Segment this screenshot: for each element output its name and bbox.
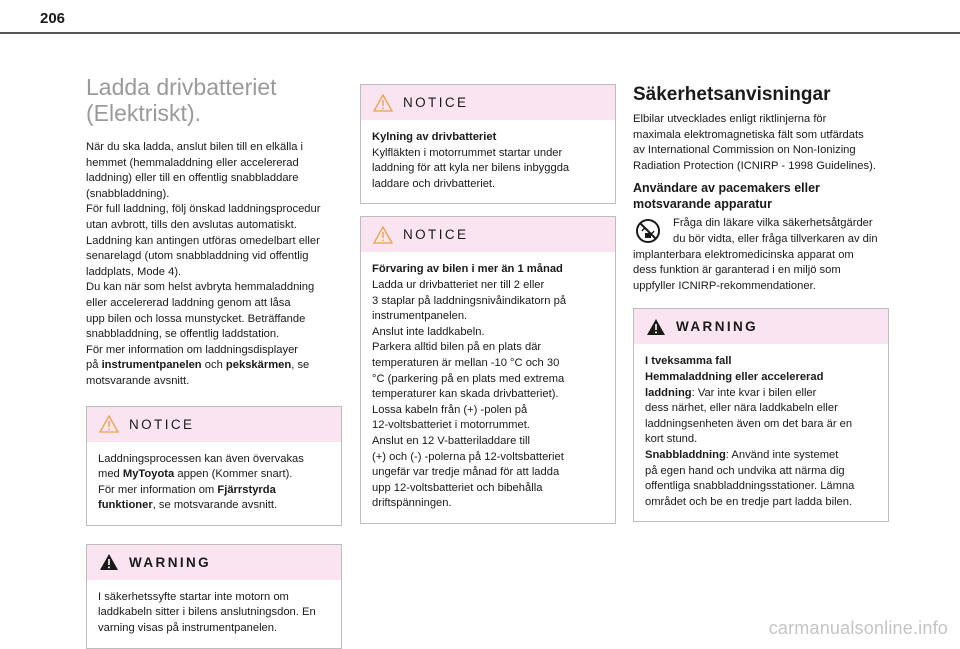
notice-box-storage [360, 216, 616, 524]
text-line: dess närhet, eller nära laddkabeln eller [645, 402, 838, 415]
text-line: laddning: Var inte kvar i bilen eller [645, 386, 817, 399]
text-line: uppfyller ICNIRP-rekommendationer. [633, 279, 816, 292]
text-line: ungefär var tredje månad för att ladda [372, 466, 560, 479]
text-line: implanterbara elektromedicinska apparat om [633, 248, 854, 261]
caution-triangle-icon [373, 226, 393, 244]
text-line: laddplats, Mode 4). [86, 265, 182, 278]
notice-heading: Förvaring av bilen i mer än 1 månad [372, 263, 563, 276]
text-line: I tveksamma fall [645, 355, 732, 368]
text-line: upp 12-voltsbatteriet och bibehålla [372, 481, 543, 494]
text-line: När du ska ladda, anslut bilen till en elkälla i [86, 141, 304, 153]
text-line: 12-voltsbatteriet i motorrummet. [372, 419, 530, 432]
text-line: driftspänningen. [372, 497, 452, 510]
warning-header [87, 545, 341, 580]
notice-body [87, 442, 341, 525]
text-line: instrumentpanelen. [372, 310, 468, 323]
text-line: utan avbrott, tills den avslutas automatiskt. [86, 218, 297, 231]
column-notices [360, 84, 616, 524]
caution-triangle-icon [373, 94, 393, 112]
warning-label: WARNING [129, 554, 212, 570]
text-line: offentliga snabbladdningsstationer. Lämna [645, 480, 855, 493]
notice-header [361, 217, 615, 252]
text-line: laddning) eller till en offentlig snabbladdare [86, 172, 299, 185]
text-line: du bör vidta, eller fråga tillverkaren av din [673, 232, 878, 245]
section-title-charging [86, 74, 342, 126]
text-line: temperaturen är mellan -10 °C och 30 [372, 356, 560, 369]
text-line: varning visas på instrumentpanelen. [98, 622, 278, 635]
text-line: området och be en tredje part ladda bilen. [645, 495, 853, 508]
text-line: funktioner, se motsvarande avsnitt. [98, 499, 278, 512]
safety-intro [633, 112, 889, 174]
text-line: laddkabeln sitter i bilens anslutningsdon. En [98, 606, 316, 619]
text-line: 3 staplar på laddningsnivåindikatorn på [372, 294, 567, 307]
text-line: Anslut en 12 V-batteriladdare till [372, 434, 530, 447]
notice-box-cooling [360, 84, 616, 204]
text-line: Fråga din läkare vilka säkerhetsåtgärder [673, 217, 873, 230]
page-number: 206 [40, 10, 66, 27]
notice-header [361, 85, 615, 120]
text-line: av International Commission on Non-Ionizing [633, 144, 856, 157]
text-line: Parkera alltid bilen på en plats där [372, 341, 542, 354]
text-line: Du kan när som helst avbryta hemmaladdning [86, 281, 315, 294]
subtitle-line: motsvarande apparatur [633, 197, 772, 212]
text-line: temperaturer kan skada drivbatteriet). [372, 388, 559, 401]
text-line: laddningsenheten även om det bara är en [645, 417, 853, 430]
warning-triangle-icon [646, 318, 666, 336]
warning-triangle-icon [99, 553, 119, 571]
pacemaker-paragraph [633, 216, 889, 294]
text-line: För mer information om Fjärrstyrda [98, 483, 276, 496]
notice-box-monitoring [86, 406, 342, 526]
warning-label: WARNING [676, 319, 759, 335]
subtitle-line: Användare av pacemakers eller [633, 181, 820, 196]
notice-body [361, 120, 615, 203]
notice-body [361, 252, 615, 523]
text-line: med MyToyota appen (Kommer snart). [98, 468, 293, 481]
text-line: Elbilar utvecklades enligt riktlinjerna för [633, 113, 827, 125]
title-line: Ladda drivbatteriet [86, 74, 277, 100]
text-line: Anslut inte laddkabeln. [372, 325, 485, 338]
text-line: Radiation Protection (ICNIRP - 1998 Guidelines). [633, 159, 876, 172]
title-line: (Elektriskt). [86, 100, 201, 126]
text-line: Laddning kan antingen utföras omedelbart eller [86, 234, 320, 247]
text-line: laddare och drivbatteriet. [372, 177, 496, 190]
watermark-text: carmanualsonline.info [768, 618, 948, 638]
text-line: Snabbladdning: Använd inte systemet [645, 448, 839, 461]
caution-triangle-icon [99, 415, 119, 433]
text-line: dess funktion är garanterad i en miljö som [633, 264, 841, 277]
text-line: Kylfläkten i motorrummet startar under [372, 146, 563, 159]
text-line: laddning för att kyla ner bilens inbyggda [372, 162, 570, 175]
text-line: senarelagd (utom snabbladdning vid offentlig [86, 250, 309, 263]
notice-label: NOTICE [129, 416, 195, 432]
notice-header [87, 407, 341, 442]
text-line: För mer information om laddningsdisplayer [86, 343, 299, 356]
text-line: motsvarande avsnitt. [86, 374, 190, 387]
warning-body [87, 580, 341, 648]
text-line: kort stund. [645, 433, 698, 446]
top-divider [0, 32, 960, 34]
warning-body [634, 344, 888, 521]
text-line: I säkerhetssyfte startar inte motorn om [98, 590, 289, 603]
text-line: °C (parkering på en plats med extrema [372, 372, 565, 385]
warning-box-safety [633, 308, 889, 522]
text-line: För full laddning, följ önskad laddningsprocedur [86, 203, 321, 216]
text-line: (snabbladdning). [86, 187, 170, 200]
text-line: Laddningsprocessen kan även övervakas [98, 452, 304, 465]
text-line: på instrumentpanelen och pekskärmen, se [86, 359, 310, 372]
notice-label: NOTICE [403, 95, 469, 110]
text-line: eller accelererad laddning genom att låsa [86, 296, 291, 309]
text-line: Ladda ur drivbatteriet ner till 2 eller [372, 278, 545, 291]
section-title-safety: Säkerhetsanvisningar [633, 84, 831, 105]
warning-box-engine [86, 544, 342, 649]
charging-paragraph [86, 140, 342, 390]
notice-label: NOTICE [403, 227, 469, 243]
notice-heading: Kylning av drivbatteriet [372, 131, 497, 143]
text-line: snabbladdning, se offentlig laddstation. [86, 328, 280, 341]
column-charging [86, 74, 342, 649]
text-line: Hemmaladdning eller accelererad [645, 370, 824, 383]
text-line: på egen hand och undvika att närma dig [645, 464, 845, 477]
column-safety [633, 84, 889, 522]
text-line: maximala elektromagnetiska fält som utfärdats [633, 128, 864, 141]
text-line: (+) och (-) -polerna på 12-voltsbatteriet [372, 450, 564, 463]
text-line: upp bilen och lossa munstycket. Beträffande [86, 312, 306, 325]
pacemaker-subtitle [633, 180, 889, 212]
text-line: Lossa kabeln från (+) -polen på [372, 403, 528, 416]
warning-header [634, 309, 888, 344]
pacemaker-prohibited-icon [633, 218, 663, 244]
text-line: hemmet (hemmaladdning eller accelererad [86, 156, 299, 169]
